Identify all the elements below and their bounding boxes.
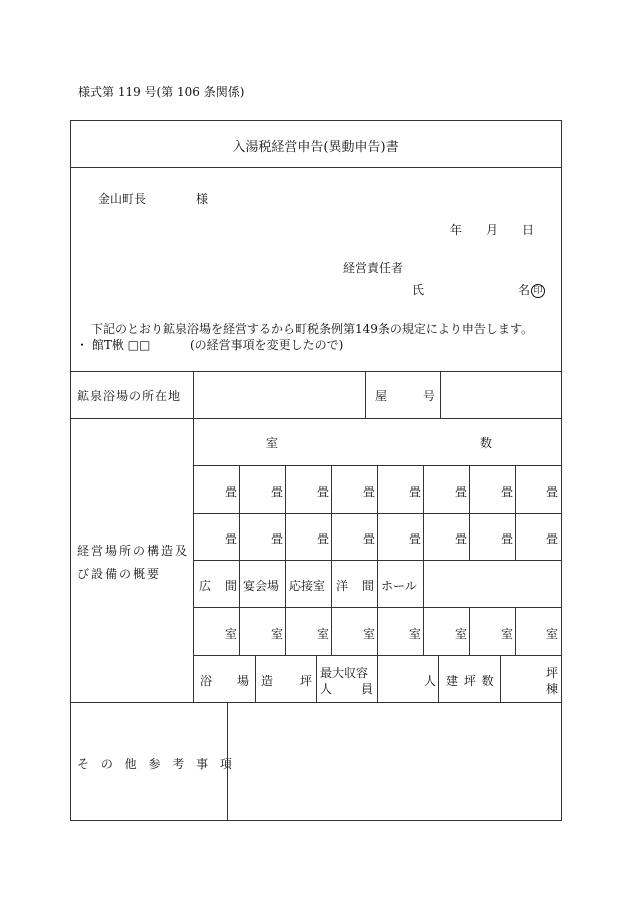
build-label-b: 坪 (300, 674, 313, 688)
honorific: 様 (196, 192, 209, 206)
date-month-label: 月 (486, 223, 499, 237)
tatami-unit: 畳 (225, 485, 238, 499)
tatami-unit: 畳 (455, 485, 468, 499)
date-day-label: 日 (522, 223, 535, 237)
tsubo-unit: 坪 (546, 666, 559, 680)
overview-label-2: び設備の概要 (77, 567, 162, 581)
form-title: 入湯税経営申告(異動申告)書 (232, 140, 399, 155)
table-border-right (561, 120, 562, 821)
tatami-unit: 畳 (501, 485, 514, 499)
name-label-right: 名 印 (518, 281, 545, 298)
bullet-line: ・ 館T楸 □□ (76, 338, 151, 352)
tatami-unit: 畳 (317, 532, 330, 546)
table-border-left (70, 120, 71, 820)
seal-mark-icon: 印 (531, 284, 545, 298)
manager-label: 経営責任者 (343, 261, 404, 275)
person-unit: 人 (424, 674, 437, 688)
change-text: (の経営事項を変更したので) (190, 338, 344, 352)
declaration-text: 下記のとおり鉱泉浴場を経営するから町税条例第149条の規定により申告します。 (91, 322, 533, 336)
location-label: 鉱泉浴場の所在地 (77, 389, 182, 403)
other-label: そ の 他 参 考 事 項 (77, 757, 236, 771)
room-type-reception: 応接室 (289, 579, 326, 593)
capacity-label-line2a: 人 (320, 682, 333, 696)
tatami-unit: 畳 (409, 532, 422, 546)
room-unit: 室 (409, 627, 422, 641)
table-border-bottom (70, 820, 561, 821)
capacity-label-line2b: 員 (361, 682, 374, 696)
addressee: 金山町長 (98, 192, 147, 206)
date-year-label: 年 (450, 223, 463, 237)
room-unit: 室 (317, 627, 330, 641)
bath-label-b: 場 (237, 674, 250, 688)
room-type-hall-western: ホール (381, 579, 417, 593)
trade-name-label-2: 号 (423, 389, 436, 403)
build-label-a: 造 (261, 674, 274, 688)
tatami-unit: 畳 (455, 532, 468, 546)
tatami-unit: 畳 (409, 485, 422, 499)
bath-label-a: 浴 (200, 674, 213, 688)
room-count-header-1: 室 (266, 436, 279, 450)
building-unit: 棟 (546, 682, 559, 696)
room-unit: 室 (455, 627, 468, 641)
tatami-unit: 畳 (501, 532, 514, 546)
room-count-header-2: 数 (480, 436, 493, 450)
table-border-top (70, 120, 561, 121)
room-unit: 室 (501, 627, 514, 641)
form-number: 様式第 119 号(第 106 条関係) (78, 85, 245, 99)
trade-name-label-1: 屋 (375, 389, 388, 403)
room-type-hall-a: 広 (199, 579, 212, 593)
tatami-unit: 畳 (363, 485, 376, 499)
room-type-western-b: 間 (362, 579, 375, 593)
tatami-unit: 畳 (271, 532, 284, 546)
room-unit: 室 (225, 627, 238, 641)
room-type-western-a: 洋 (336, 579, 349, 593)
room-type-hall-b: 間 (225, 579, 238, 593)
tatami-unit: 畳 (363, 532, 376, 546)
room-type-banquet: 宴会場 (243, 579, 280, 593)
overview-label-1: 経営場所の構造及 (77, 544, 190, 558)
tatami-unit: 畳 (317, 485, 330, 499)
tatami-unit: 畳 (546, 485, 559, 499)
tatami-unit: 畳 (271, 485, 284, 499)
room-unit: 室 (363, 627, 376, 641)
room-unit: 室 (546, 627, 559, 641)
capacity-label-line1: 最大収容 (320, 666, 369, 680)
name-label-left: 氏 (412, 283, 425, 297)
floor-area-label: 建 坪 数 (446, 674, 495, 688)
tatami-unit: 畳 (546, 532, 559, 546)
tatami-unit: 畳 (225, 532, 238, 546)
room-unit: 室 (271, 627, 284, 641)
